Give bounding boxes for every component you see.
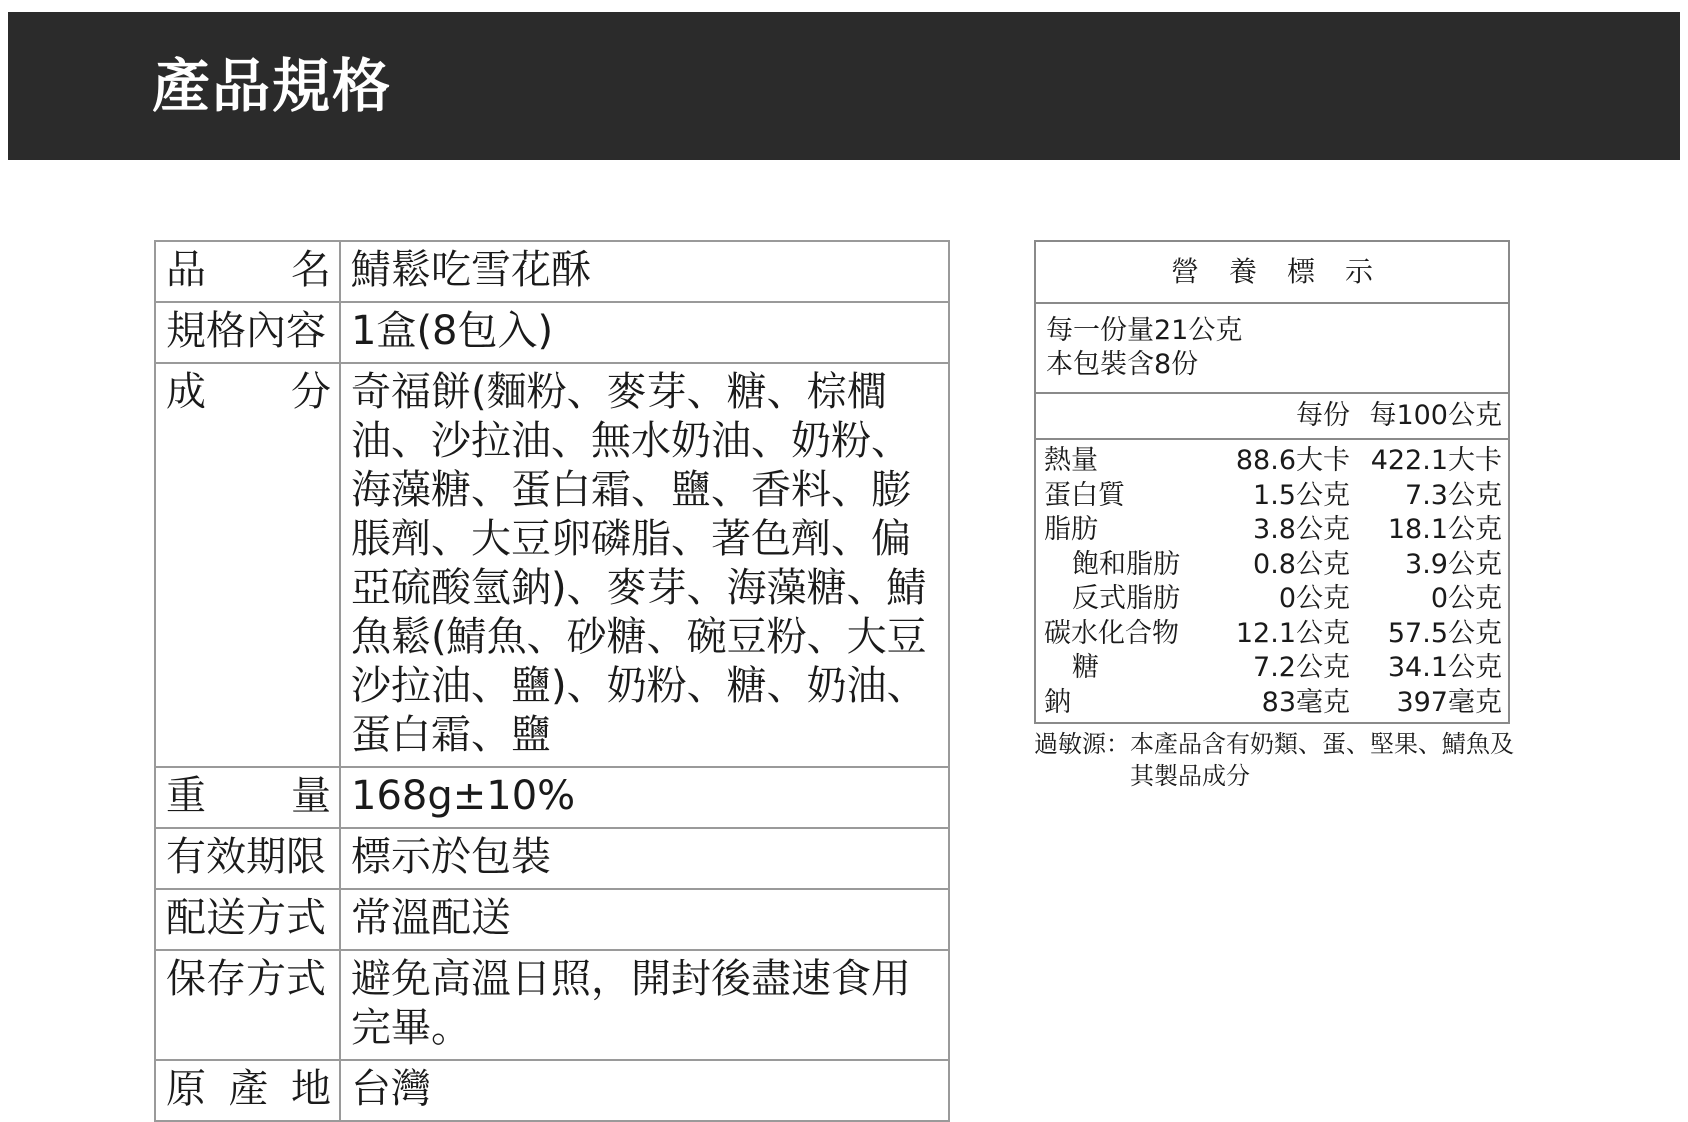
page-title: 產品規格 (152, 52, 393, 120)
servings-per-package: 本包裝含8份 (1046, 349, 1199, 380)
spec-label-text: 產 (228, 1066, 269, 1112)
nutrition-facts-box (1034, 240, 1510, 724)
nutrient-name: 糖 (1072, 652, 1099, 683)
nutrition-row (1044, 617, 1502, 652)
spec-value: 鯖鬆吃雪花酥 (340, 241, 949, 302)
spec-value: 168g±10% (340, 767, 949, 828)
nutrition-row (1044, 513, 1502, 548)
serving-size: 每一份量21公克 (1046, 315, 1243, 346)
nutrition-row (1044, 651, 1502, 686)
spec-row (155, 950, 949, 1060)
per-100g-header: 每100公克 (1369, 400, 1502, 431)
nutrient-name: 蛋白質 (1044, 479, 1125, 511)
per-100g-value: 57.5公克 (1387, 617, 1502, 649)
per-serving-value: 88.6大卡 (1235, 445, 1350, 476)
spec-label-text: 名 (291, 247, 331, 293)
spec-label-text: 配送方式 (166, 895, 326, 941)
spec-value: 奇福餅(麵粉、麥芽、糖、棕櫚油、沙拉油、無水奶油、奶粉、海藻糖、蛋白霜、鹽、香料、膨脹劑、大豆卵磷脂、著色劑、偏亞硫酸氫鈉)、麥芽、海藻糖、鯖魚鬆(鯖魚、砂糖、碗豆粉、大豆沙拉油、鹽)、奶粉、糖、奶油、蛋白霜、鹽 (340, 363, 949, 767)
per-serving-value: 3.8公克 (1253, 514, 1350, 545)
nutrient-name: 脂肪 (1044, 514, 1098, 545)
spec-label (155, 1060, 340, 1121)
per-serving-value: 83毫克 (1261, 686, 1350, 718)
nutrition-row (1044, 686, 1502, 721)
spec-label-text: 規格內容 (166, 308, 326, 354)
spec-row (155, 363, 949, 767)
spec-label-text: 品 (166, 247, 206, 293)
spec-label (155, 241, 340, 302)
per-100g-value: 397毫克 (1396, 686, 1502, 718)
per-serving-value: 12.1公克 (1235, 617, 1350, 649)
nutrient-name: 反式脂肪 (1072, 583, 1180, 614)
per-100g-value: 0公克 (1430, 583, 1502, 614)
header-banner (8, 12, 1680, 160)
per-100g-value: 422.1大卡 (1370, 445, 1502, 476)
per-serving-value: 0.8公克 (1253, 548, 1350, 580)
spec-label-text: 有效期限 (166, 834, 326, 880)
allergen-label: 過敏源： (1034, 730, 1130, 758)
per-serving-header: 每份 (1296, 400, 1350, 431)
nutrition-column-headers (1036, 394, 1508, 440)
nutrition-row (1044, 582, 1502, 617)
nutrition-rows (1036, 440, 1508, 722)
per-100g-value: 3.9公克 (1405, 548, 1502, 580)
spec-row (155, 302, 949, 363)
per-serving-value: 0公克 (1278, 583, 1350, 614)
nutrient-column-header (1044, 394, 1210, 438)
allergen-notice (1034, 728, 1514, 792)
spec-label (155, 363, 340, 767)
nutrition-row (1044, 548, 1502, 583)
nutrient-name: 鈉 (1044, 686, 1071, 718)
spec-value: 台灣 (340, 1060, 949, 1121)
spec-value: 標示於包裝 (340, 828, 949, 889)
nutrient-name: 飽和脂肪 (1072, 548, 1180, 580)
per-serving-value: 1.5公克 (1253, 479, 1350, 511)
per-100g-value: 34.1公克 (1387, 652, 1502, 683)
spec-row (155, 241, 949, 302)
spec-label (155, 302, 340, 363)
spec-label (155, 828, 340, 889)
spec-value: 1盒(8包入) (340, 302, 949, 363)
spec-row (155, 767, 949, 828)
product-spec-table (154, 240, 950, 1122)
spec-label-text: 原 (166, 1066, 206, 1112)
per-100g-value: 7.3公克 (1405, 479, 1502, 511)
serving-info (1036, 304, 1508, 394)
spec-label (155, 767, 340, 828)
per-100g-value: 18.1公克 (1387, 514, 1502, 545)
per-serving-value: 7.2公克 (1253, 652, 1350, 683)
nutrition-row (1044, 444, 1502, 479)
spec-label-text: 成 (166, 369, 206, 415)
spec-label-text: 重 (166, 773, 206, 819)
spec-row (155, 828, 949, 889)
spec-value: 常溫配送 (340, 889, 949, 950)
spec-row (155, 1060, 949, 1121)
spec-label-text: 分 (291, 369, 331, 415)
nutrient-name: 碳水化合物 (1044, 617, 1179, 649)
nutrient-name: 熱量 (1044, 445, 1098, 476)
spec-label-text: 量 (291, 773, 331, 819)
nutrition-title: 營養標示 (1036, 242, 1508, 304)
spec-label-text: 保存方式 (166, 956, 326, 1002)
nutrition-row (1044, 479, 1502, 514)
spec-row (155, 889, 949, 950)
spec-label (155, 950, 340, 1060)
spec-label-text: 地 (291, 1066, 331, 1112)
allergen-text: 本產品含有奶類、蛋、堅果、鯖魚及其製品成分 (1130, 730, 1514, 790)
spec-value: 避免高溫日照，開封後盡速食用完畢。 (340, 950, 949, 1060)
spec-label (155, 889, 340, 950)
